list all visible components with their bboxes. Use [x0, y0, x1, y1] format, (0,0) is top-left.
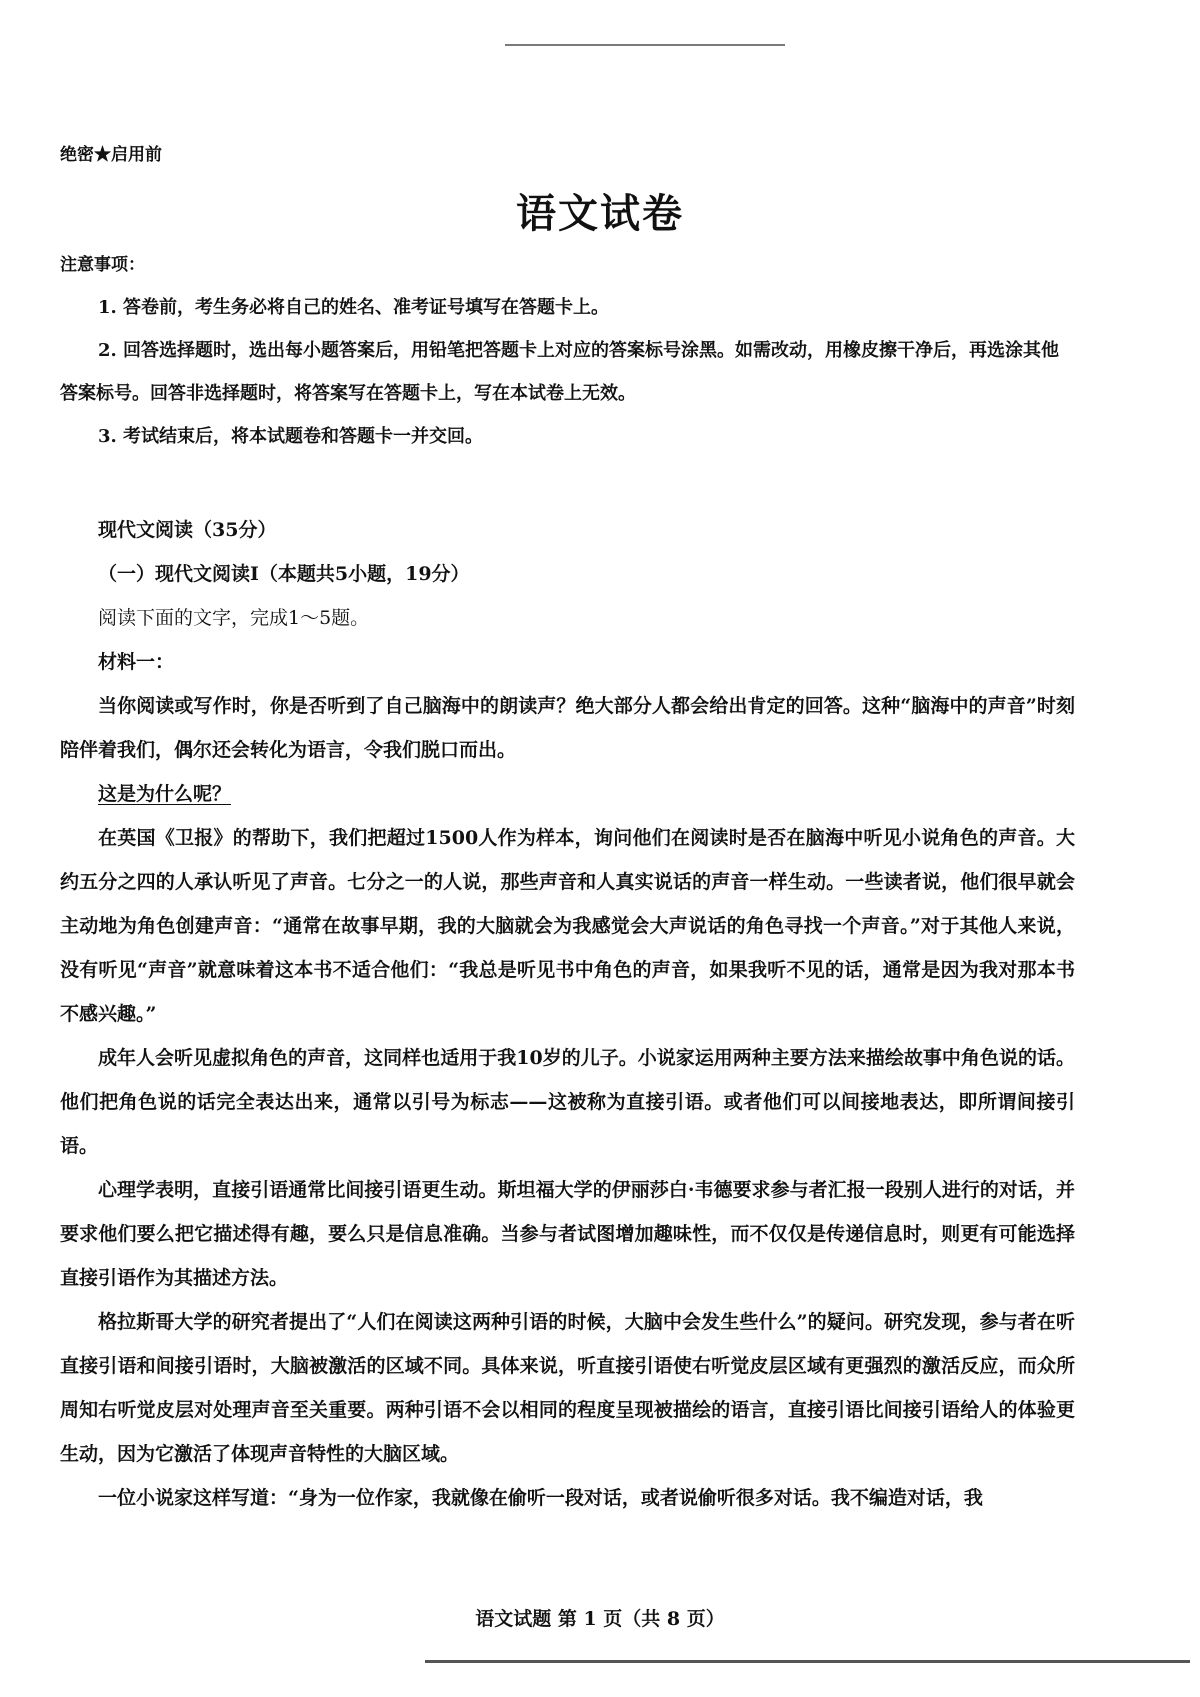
- paragraph-5: 心理学表明，直接引语通常比间接引语更生动。斯坦福大学的伊丽莎白·韦德要求参与者汇报一段别人进行的对话，并要求他们要么把它描述得有趣，要么只是信息准确。当参与者试图增加趣味性，而不仅仅是传递信息时，则更有可能选择直接引语作为其描述方法。: [60, 1179, 1075, 1289]
- notice-item-1: 1. 答卷前，考生务必将自己的姓名、准考证号填写在答题卡上。: [98, 297, 610, 318]
- notice-item-3: 3. 考试结束后，将本试题卷和答题卡一并交回。: [98, 426, 484, 447]
- scan-line-bottom: [425, 1660, 1190, 1663]
- paragraph-3: 在英国《卫报》的帮助下，我们把超过1500人作为样本，询问他们在阅读时是否在脑海中听见小说角色的声音。大约五分之四的人承认听见了声音。七分之一的人说，那些声音和人真实说话的声音一样生动。一些读者说，他们很早就会主动地为角色创建声音：“通常在故事早期，我的大脑就会为我感觉会大声说话的角色寻找一个声音。”对于其他人来说，没有听见“声音”就意味着这本书不适合他们：“我总是听见书中角色的声音，如果我听不见的话，通常是因为我对那本书不感兴趣。”: [60, 827, 1075, 1025]
- paragraph-4: 成年人会听见虚拟角色的声音，这同样也适用于我10岁的儿子。小说家运用两种主要方法来描绘故事中角色说的话。他们把角色说的话完全表达出来，通常以引号为标志——这被称为直接引语。或者他们可以间接地表达，即所谓间接引语。: [60, 1047, 1075, 1157]
- paragraph-1: 当你阅读或写作时，你是否听到了自己脑海中的朗读声？绝大部分人都会给出肯定的回答。这种“脑海中的声音”时刻陪伴着我们，偶尔还会转化为语言，令我们脱口而出。: [60, 695, 1075, 761]
- confidential-label: 绝密★启用前: [60, 145, 162, 165]
- notice-heading: 注意事项：: [60, 255, 145, 275]
- material-label: 材料一：: [98, 651, 175, 673]
- reading-section: [60, 508, 1075, 1520]
- page-footer: 语文试题 第 1 页（共 8 页）: [475, 1608, 725, 1630]
- paragraph-question: 这是为什么呢？: [98, 783, 232, 805]
- paragraph-6: 格拉斯哥大学的研究者提出了“人们在阅读这两种引语的时候，大脑中会发生些什么”的疑问。研究发现，参与者在听直接引语和间接引语时，大脑被激活的区域不同。具体来说，听直接引语使右听觉皮层区域有更强烈的激活反应，而众所周知右听觉皮层对处理声音至关重要。两种引语不会以相同的程度呈现被描绘的语言，直接引语比间接引语给人的体验更生动，因为它激活了体现声音特性的大脑区域。: [60, 1311, 1075, 1465]
- section-title: 现代文阅读（35分）: [98, 519, 277, 541]
- paragraph-7: 一位小说家这样写道：“身为一位作家，我就像在偷听一段对话，或者说偷听很多对话。我不编造对话，我: [98, 1487, 983, 1509]
- section-subtitle: （一）现代文阅读Ⅰ（本题共5小题，19分）: [98, 563, 470, 585]
- section-instruction: 阅读下面的文字，完成1～5题。: [98, 607, 370, 629]
- notice-item-2: 2. 回答选择题时，选出每小题答案后，用铅笔把答题卡上对应的答案标号涂黑。如需改动，用橡皮擦干净后，再选涂其他答案标号。回答非选择题时，将答案写在答题卡上，写在本试卷上无效。: [60, 340, 1060, 404]
- scan-line-top: [505, 44, 785, 46]
- page-title: 语文试卷: [516, 190, 684, 237]
- notice-list: [60, 286, 1070, 458]
